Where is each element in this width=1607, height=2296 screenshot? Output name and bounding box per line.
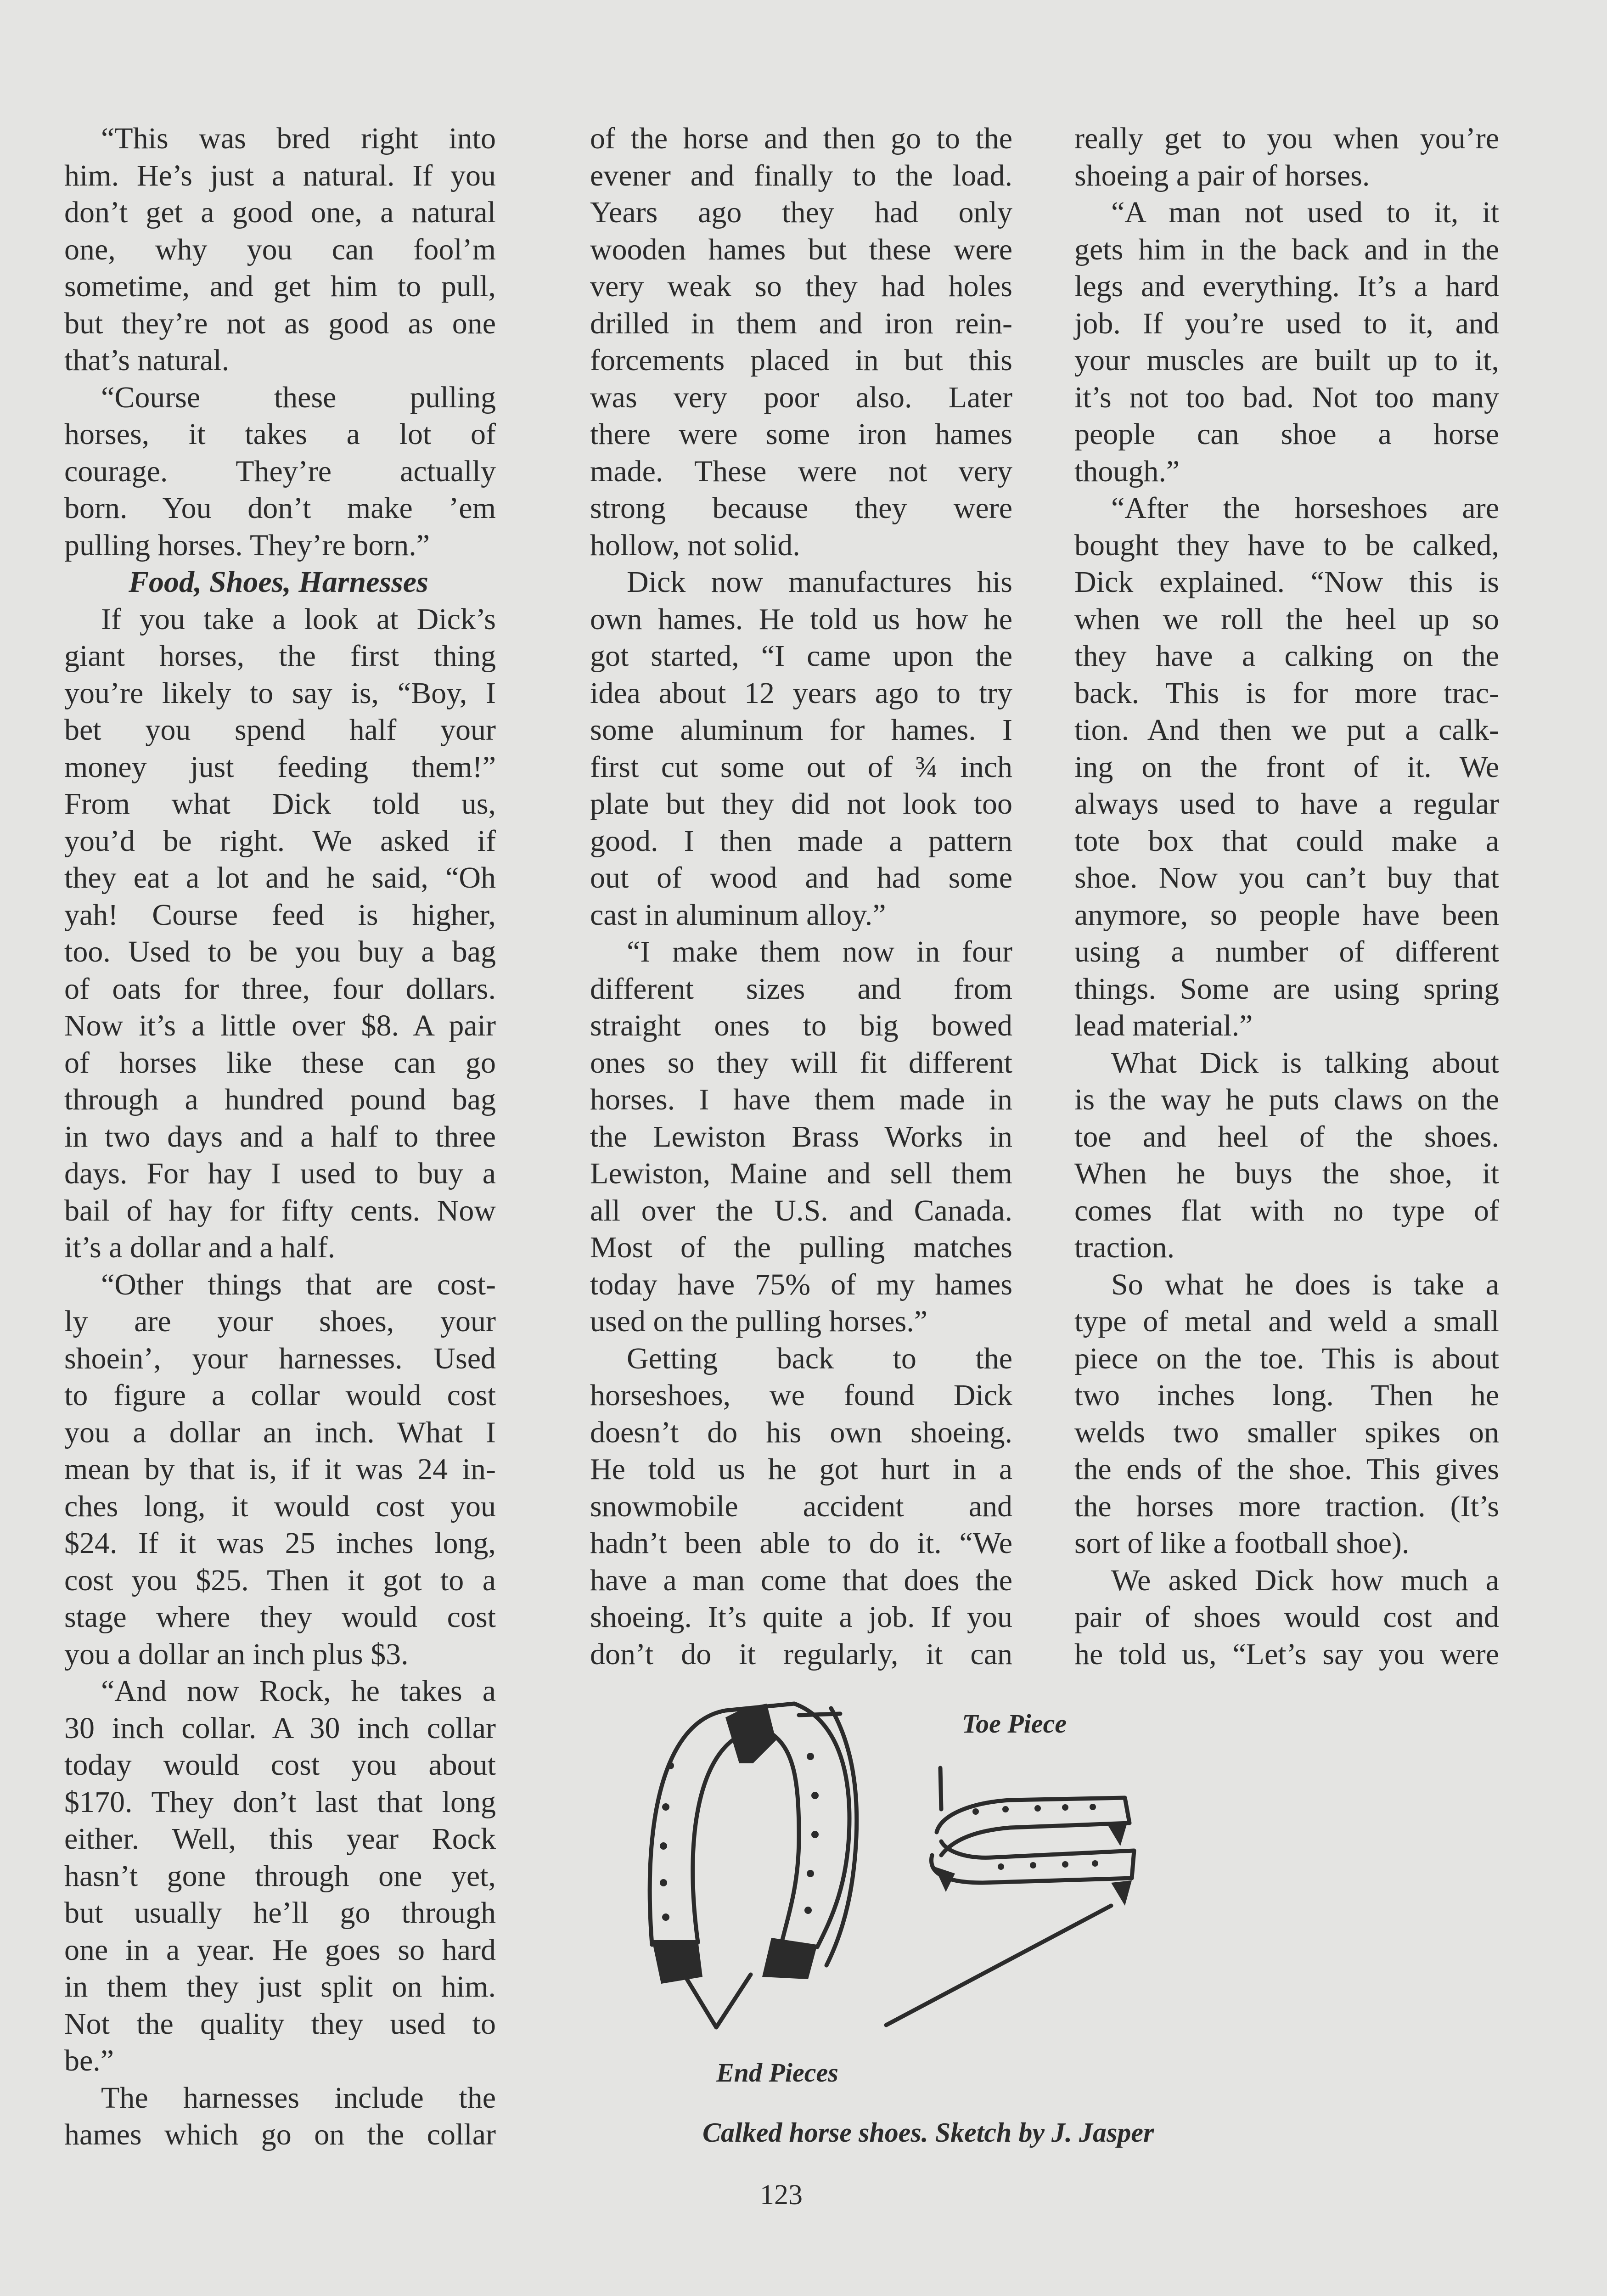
text-line: back. This is for more trac- [1074,676,1499,710]
text-line: “Other things that are cost- [101,1267,496,1301]
text-line: shoe. Now you can’t buy that [1074,861,1499,895]
text-line: he told us, “Let’s say you were [1074,1637,1499,1671]
text-line: Dick explained. “Now this is [1074,565,1499,599]
text-column-1 [64,120,496,2154]
text-line: in them they just split on him. [64,1970,496,2003]
text-line: ones so they will fit different [590,1046,1012,1080]
horseshoe-sketch [634,1690,1295,2103]
text-line: today would cost you about [64,1748,496,1782]
text-line: Now it’s a little over $8. A pair [64,1009,496,1042]
text-line: using a number of different [1074,935,1499,968]
text-line: wooden hames but these were [590,232,1012,266]
flat-shoe-inner [693,1733,799,1947]
text-line: is the way he puts claws on the [1074,1083,1499,1116]
text-line: doesn’t do his own shoeing. [590,1415,1012,1449]
figure-caption: Calked horse shoes. Sketch by J. Jasper [702,2117,1154,2148]
text-line: “I make them now in four [627,935,1012,968]
text-line: cast in aluminum alloy.” [590,898,886,932]
text-line: too. Used to be you buy a bag [64,935,496,968]
text-line: you’re likely to say is, “Boy, I [64,676,496,710]
text-line: Not the quality they used to [64,2007,496,2041]
text-line: traction. [1074,1231,1175,1264]
end-pieces-label: End Pieces [716,2058,838,2088]
text-line: welds two smaller spikes on [1074,1415,1499,1449]
end-pieces-pointer [684,1975,751,2027]
text-line: idea about 12 years ago to try [590,676,1012,710]
text-line: days. For hay I used to buy a [64,1157,496,1190]
text-line: Years ago they had only [590,196,1012,229]
text-line: don’t get a good one, a natural [64,196,496,229]
text-line: What Dick is talking about [1111,1046,1499,1080]
text-line: legs and everything. It’s a hard [1074,270,1499,303]
text-line: hadn’t been able to do it. “We [590,1526,1012,1560]
text-line: horses, it takes a lot of [64,417,496,451]
text-line: the Lewiston Brass Works in [590,1120,1012,1154]
text-line: you a dollar an inch plus $3. [64,1637,409,1671]
text-line: sort of like a football shoe). [1074,1526,1410,1560]
text-line: either. Well, this year Rock [64,1822,496,1856]
text-line: they have a calking on the [1074,639,1499,673]
section-subheading: Food, Shoes, Harnesses [129,565,428,599]
text-line: you’d be right. We asked if [64,824,496,858]
side-shoe-top [937,1798,1129,1855]
text-line: good. I then made a pattern [590,824,1012,858]
text-line: lead material.” [1074,1009,1253,1042]
text-line: evener and finally to the load. [590,158,1012,192]
text-line: ly are your shoes, your [64,1305,496,1338]
text-line: $24. If it was 25 inches long, [64,1526,496,1560]
text-line: snowmobile accident and [590,1489,1012,1523]
text-line: of oats for three, four dollars. [64,972,496,1006]
text-line: ches long, it would cost you [64,1489,496,1523]
text-line: Getting back to the [627,1341,1012,1375]
text-line: type of metal and weld a small [1074,1305,1499,1338]
text-line: “Course these pulling [101,380,496,414]
text-line: people can shoe a horse [1074,417,1499,451]
text-line: of the horse and then go to the [590,122,1012,155]
text-line: don’t do it regularly, it can [590,1637,1012,1671]
text-line: plate but they did not look too [590,787,1012,821]
text-line: to figure a collar would cost [64,1379,496,1412]
text-line: “This was bred right into [101,122,496,155]
text-line: “A man not used to it, it [1111,196,1499,229]
text-line: all over the U.S. and Canada. [590,1193,1012,1227]
text-line: born. You don’t make ’em [64,491,496,525]
side-shoe-bottom [931,1841,1134,1883]
text-line: the ends of the shoe. This gives [1074,1452,1499,1486]
text-line: horses. I have them made in [590,1083,1012,1116]
text-line: in two days and a half to three [64,1120,496,1154]
text-line: tion. And then we put a calk- [1074,713,1499,747]
text-line: very weak so they had holes [590,270,1012,303]
text-line: courage. They’re actually [64,454,496,488]
text-line: there were some iron hames [590,417,1012,451]
text-line: pair of shoes would cost and [1074,1600,1499,1634]
text-line: first cut some out of ¾ inch [590,750,1012,784]
text-line: shoeing a pair of horses. [1074,158,1370,192]
text-line: tote box that could make a [1074,824,1499,858]
text-line: always used to have a regular [1074,787,1499,821]
text-line: Most of the pulling matches [590,1231,1012,1264]
text-line: hames which go on the collar [64,2118,496,2151]
text-line: drilled in them and iron rein- [590,306,1012,340]
text-line: it’s not too bad. Not too many [1074,380,1499,414]
text-line: hollow, not solid. [590,528,800,562]
text-line: $170. They don’t last that long [64,1785,496,1819]
toe-piece-label: Toe Piece [962,1709,1067,1739]
text-line: today have 75% of my hames [590,1267,1012,1301]
text-line: it’s a dollar and a half. [64,1231,336,1264]
text-line: though.” [1074,454,1180,488]
text-line: anymore, so people have been [1074,898,1499,932]
text-line: some aluminum for hames. I [590,713,1012,747]
text-line: When he buys the shoe, it [1074,1157,1499,1190]
text-line: comes flat with no type of [1074,1193,1499,1227]
text-line: made. These were not very [590,454,1012,488]
text-line: toe and heel of the shoes. [1074,1120,1499,1154]
text-line: strong because they were [590,491,1012,525]
text-line: So what he does is take a [1111,1267,1499,1301]
text-line: out of wood and had some [590,861,1012,895]
text-line: two inches long. Then he [1074,1379,1499,1412]
text-line: yah! Course feed is higher, [64,898,496,932]
page-number: 123 [760,2179,803,2211]
text-line: of horses like these can go [64,1046,496,1080]
text-line: giant horses, the first thing [64,639,496,673]
text-column-2 [590,120,1012,1673]
text-line: really get to you when you’re [1074,122,1499,155]
text-line: was very poor also. Later [590,380,1012,414]
text-line: have a man come that does the [590,1563,1012,1597]
text-line: when we roll the heel up so [1074,602,1499,636]
text-line: mean by that is, if it was 24 in- [64,1452,496,1486]
text-line: We asked Dick how much a [1111,1563,1499,1597]
text-line: The harnesses include the [101,2081,496,2115]
text-line: your muscles are built up to it, [1074,343,1499,377]
text-line: shoeing. It’s quite a job. If you [590,1600,1012,1634]
text-line: ing on the front of it. We [1074,750,1499,784]
text-line: 30 inch collar. A 30 inch collar [64,1711,496,1745]
text-line: cost you $25. Then it got to a [64,1563,496,1597]
text-line: that’s natural. [64,343,230,377]
text-line: things. Some are using spring [1074,972,1499,1006]
text-line: used on the pulling horses.” [590,1305,928,1338]
text-line: be.” [64,2044,114,2077]
text-line: “After the horseshoes are [1111,491,1499,525]
text-line: one, why you can fool’m [64,232,496,266]
text-line: but usually he’ll go through [64,1896,496,1930]
text-line: stage where they would cost [64,1600,496,1634]
text-line: job. If you’re used to it, and [1074,306,1499,340]
text-line: him. He’s just a natural. If you [64,158,496,192]
end-pointer-right [886,1906,1111,2025]
text-line: gets him in the back and in the [1074,232,1499,266]
text-line: they eat a lot and he said, “Oh [64,861,496,895]
text-line: Lewiston, Maine and sell them [590,1157,1012,1190]
text-line: pulling horses. They’re born.” [64,528,430,562]
text-line: He told us he got hurt in a [590,1452,1012,1486]
text-line: Dick now manufactures his [627,565,1012,599]
text-line: horseshoes, we found Dick [590,1379,1012,1412]
text-line: bet you spend half your [64,713,496,747]
text-line: bought they have to be calked, [1074,528,1499,562]
text-line: one in a year. He goes so hard [64,1933,496,1967]
text-line: forcements placed in but this [590,343,1012,377]
text-line: piece on the toe. This is about [1074,1341,1499,1375]
text-line: but they’re not as good as one [64,306,496,340]
text-line: bail of hay for fifty cents. Now [64,1193,496,1227]
text-line: straight ones to big bowed [590,1009,1012,1042]
text-line: got started, “I came upon the [590,639,1012,673]
text-line: If you take a look at Dick’s [101,602,496,636]
text-line: “And now Rock, he takes a [101,1674,496,1708]
text-line: own hames. He told us how he [590,602,1012,636]
text-line: sometime, and get him to pull, [64,270,496,303]
horseshoe-drawing [634,1690,1295,2103]
text-line: the horses more traction. (It’s [1074,1489,1499,1523]
text-line: through a hundred pound bag [64,1083,496,1116]
text-line: money just feeding them!” [64,750,496,784]
text-line: shoein’, your harnesses. Used [64,1341,496,1375]
toe-piece-pointer [799,1714,840,1715]
text-line: From what Dick told us, [64,787,496,821]
text-line: you a dollar an inch. What I [64,1415,496,1449]
text-line: different sizes and from [590,972,1012,1006]
text-line: hasn’t gone through one yet, [64,1859,496,1893]
text-column-3 [1074,120,1499,1673]
